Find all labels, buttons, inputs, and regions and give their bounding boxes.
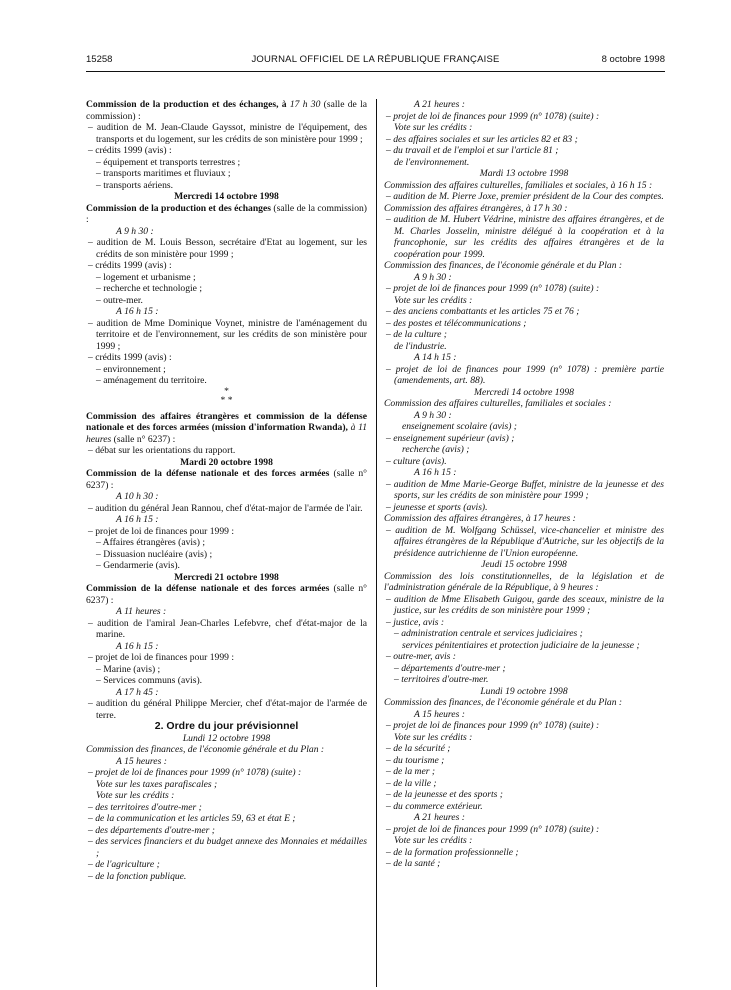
vote-line: Vote sur les crédits : [394,731,473,743]
committee-entry: Commission des finances, de l'économie générale et du Plan : [384,260,623,271]
agenda-item: – de la sécurité ; [386,743,451,754]
date-heading: Mercredi 14 octobre 1998 [474,386,574,398]
vote-line: Vote sur les crédits : [394,835,473,846]
agenda-item: – justice, avis : [386,616,445,628]
journal-title: JOURNAL OFFICIEL DE LA RÉPUBLIQUE FRANÇAISE [251,54,500,65]
agenda-item: – de la communication et les articles 59, 63 et état E ; [88,813,296,824]
page-number: 15258 [86,54,113,65]
agenda-item: – de la culture ; [386,329,447,340]
agenda-item: – projet de loi de finances pour 1999 : [88,525,235,537]
agenda-item: – Gendarmerie (avis). [96,560,180,571]
agenda-item: – audition du général Jean Rannou, chef d'état-major de l'armée de l'air. [88,502,363,514]
session-time: A 21 heures : [414,812,465,823]
session-time: A 16 h 15 : [116,640,159,652]
agenda-item: – crédits 1999 (avis) : [88,352,172,363]
agenda-item: – environnement ; [96,363,166,375]
agenda-item: – de la fonction publique. [88,870,187,882]
agenda-item: – culture (avis). [386,455,447,467]
agenda-item: – projet de loi de finances pour 1999 : [88,652,235,663]
agenda-item: – de la mer ; [386,766,436,777]
agenda-item: – projet de loi de finances pour 1999 (n° 1078) : première partie (amendements, art. 88). [386,363,664,386]
agenda-item: – débat sur les orientations du rapport. [88,445,236,456]
column-divider [376,99,377,987]
date-heading: Jeudi 15 octobre 1998 [481,559,567,570]
agenda-item: – transports maritimes et fluviaux ; [96,168,231,179]
agenda-item: – Dissuasion nucléaire (avis) ; [96,548,213,560]
vote-line: Vote sur les taxes parafiscales ; [96,778,218,790]
agenda-item: – audition de Mme Dominique Voynet, ministre de l'aménagement du territoire et de l'environnement, sur les crédits de son ministère pour 1999 ; [88,317,367,352]
session-time: A 9 h 30 : [116,225,154,237]
agenda-item: – territoires d'outre-mer. [394,674,489,685]
agenda-item: – des affaires sociales et sur les articles 82 et 83 ; [386,133,578,145]
vote-line: Vote sur les crédits : [96,790,175,801]
session-time: A 9 h 30 : [414,271,452,283]
agenda-item: – du travail et de l'emploi et sur l'article 81 ; [386,145,559,156]
committee-entry: Commission des affaires étrangères, à 17 heures : [384,513,576,524]
committee-entry: Commission de la défense nationale et des forces armées (salle n° 6237) : [86,468,367,491]
agenda-item: – administration centrale et services judiciaires ; [394,628,583,639]
agenda-item: – Marine (avis) ; [96,663,161,675]
committee-entry: Commission des lois constitutionnelles, de la législation et de l'administration générale de la République, à 9 heures : [384,570,664,593]
agenda-item: – projet de loi de finances pour 1999 (n° 1078) (suite) : [386,720,600,731]
agenda-item: – de la santé ; [386,858,441,869]
agenda-item: – projet de loi de finances pour 1999 (n° 1078) (suite) : [386,823,600,835]
agenda-item: – de la formation professionnelle ; [386,846,519,858]
agenda-item: – audition de Mme Marie-George Buffet, ministre de la jeunesse et des sports, sur les crédits de son ministère pour 1999 ; [386,478,664,501]
agenda-item: – aménagement du territoire. [96,375,207,386]
session-time: A 16 h 15 : [414,467,457,478]
date-heading: Mardi 20 octobre 1998 [180,456,273,468]
agenda-item: – des services financiers et du budget annexe des Monnaies et médailles ; [88,836,367,859]
agenda-item: – enseignement supérieur (avis) ; [386,432,515,444]
vote-line: Vote sur les crédits : [394,122,473,133]
session-time: A 10 h 30 : [116,491,159,502]
agenda-item: – projet de loi de finances pour 1999 (n° 1078) (suite) : [88,767,302,778]
session-time: A 15 heures : [116,755,167,767]
agenda-item: – Services communs (avis). [96,675,203,686]
date-heading: Lundi 12 octobre 1998 [182,732,271,744]
agenda-item: – jeunesse et sports (avis). [386,501,488,513]
agenda-item: – de la ville ; [386,777,437,789]
session-time: A 16 h 15 : [116,306,159,317]
section-heading: 2. Ordre du jour prévisionnel [154,720,299,732]
section-separator: * * [220,394,233,406]
agenda-item: – audition de l'amiral Jean-Charles Lefebvre, chef d'état-major de la marine. [88,617,367,640]
session-time: A 15 heures : [414,708,465,720]
date-heading: Lundi 19 octobre 1998 [480,685,568,697]
agenda-item: – du commerce extérieur. [386,800,483,812]
session-time: A 9 h 30 : [414,409,452,421]
agenda-item: – recherche et technologie ; [96,283,203,294]
agenda-item: – crédits 1999 (avis) : [88,145,172,156]
session-time: A 11 heures : [116,606,167,617]
committee-entry: Commission de la défense nationale et des forces armées (salle n° 6237) : [86,583,367,606]
left-column [86,99,367,882]
committee-entry: Commission de la production et des échanges, à 17 h 30 (salle de la commission) : [86,99,367,122]
agenda-item: – de l'agriculture ; [88,859,160,870]
agenda-item: – équipement et transports terrestres ; [96,156,241,168]
agenda-item: de l'industrie. [394,340,447,352]
agenda-item: – audition de M. Louis Besson, secrétaire d'Etat au logement, sur les crédits de son ministère pour 1999 ; [88,237,367,260]
agenda-item: – du tourisme ; [386,754,445,766]
agenda-item: – projet de loi de finances pour 1999 (n° 1078) (suite) : [386,110,600,122]
issue-date: 8 octobre 1998 [601,54,665,65]
agenda-item: – Affaires étrangères (avis) ; [96,537,206,548]
committee-entry: Commission des finances, de l'économie générale et du Plan : [86,744,325,755]
agenda-item: – outre-mer. [96,294,143,306]
committee-entry: Commission de la production et des échanges (salle de la commission) : [86,202,367,225]
agenda-item: – départements d'outre-mer ; [394,662,506,674]
right-column [384,99,664,870]
agenda-item: – des départements d'outre-mer ; [88,824,215,836]
agenda-item: – transports aériens. [96,179,173,191]
agenda-item: – audition de Mme Elisabeth Guigou, garde des sceaux, ministre de la justice, sur les crédits de son ministère pour 1999 ; [386,593,664,616]
page-header [86,52,665,68]
agenda-item: – des postes et télécommunications ; [386,317,527,329]
agenda-item: – audition de M. Wolfgang Schüssel, vice-chancelier et ministre des affaires étrangères de la République d'Autriche, sur les objectifs de la présidence autrichienne de l'Union européenne. [386,524,664,559]
committee-entry: Commission des finances, de l'économie générale et du Plan : [384,697,623,708]
session-time: A 16 h 15 : [116,514,159,525]
vote-line: Vote sur les crédits : [394,294,473,306]
session-time: A 14 h 15 : [414,352,457,363]
date-heading: Mercredi 14 octobre 1998 [174,191,279,202]
date-heading: Mardi 13 octobre 1998 [479,168,569,179]
header-rule [86,71,665,72]
session-time: A 17 h 45 : [116,686,159,698]
agenda-item: services pénitentiaires et protection judiciaire de la jeunesse ; [402,639,640,651]
agenda-item: – des territoires d'outre-mer ; [88,801,202,813]
agenda-item: recherche (avis) ; [402,444,470,455]
committee-entry: Commission des affaires culturelles, familiales et sociales, à 16 h 15 : [384,179,653,191]
agenda-item: – logement et urbanisme ; [96,271,196,283]
date-heading: Mercredi 21 octobre 1998 [174,571,279,583]
agenda-item: de l'environnement. [394,156,470,168]
agenda-item: – audition de M. Pierre Joxe, premier président de la Cour des comptes. [386,191,664,202]
session-time: A 21 heures : [414,99,465,110]
agenda-item: – de la jeunesse et des sports ; [386,789,503,800]
committee-entry: Commission des affaires étrangères et commission de la défense nationale et des forces armées (mission d'information Rwanda), à 11 heures (salle n° 6237) : [86,410,368,445]
section-separator: * [224,385,229,397]
committee-entry: Commission des affaires étrangères, à 17 h 30 : [384,202,568,214]
agenda-item: enseignement scolaire (avis) ; [402,421,517,432]
agenda-item: – projet de loi de finances pour 1999 (n° 1078) (suite) : [386,283,600,294]
agenda-item: – audition de M. Jean-Claude Gayssot, ministre de l'équipement, des transports et du logement, sur les crédits de son ministère pour 1999 ; [88,122,367,145]
committee-entry: Commission des affaires culturelles, familiales et sociales : [384,398,612,409]
agenda-item: – outre-mer, avis : [386,651,456,662]
agenda-item: – des anciens combattants et les articles 75 et 76 ; [386,306,580,317]
agenda-item: – audition du général Philippe Mercier, chef d'état-major de l'armée de terre. [88,698,367,721]
agenda-item: – audition de M. Hubert Védrine, ministre des affaires étrangères, et de M. Charles Josselin, ministre délégué à la coopération et à la francophonie, sur les crédits des affaires étrangères et de la coopération pour 1999. [386,214,664,260]
agenda-item: – crédits 1999 (avis) : [88,260,172,271]
